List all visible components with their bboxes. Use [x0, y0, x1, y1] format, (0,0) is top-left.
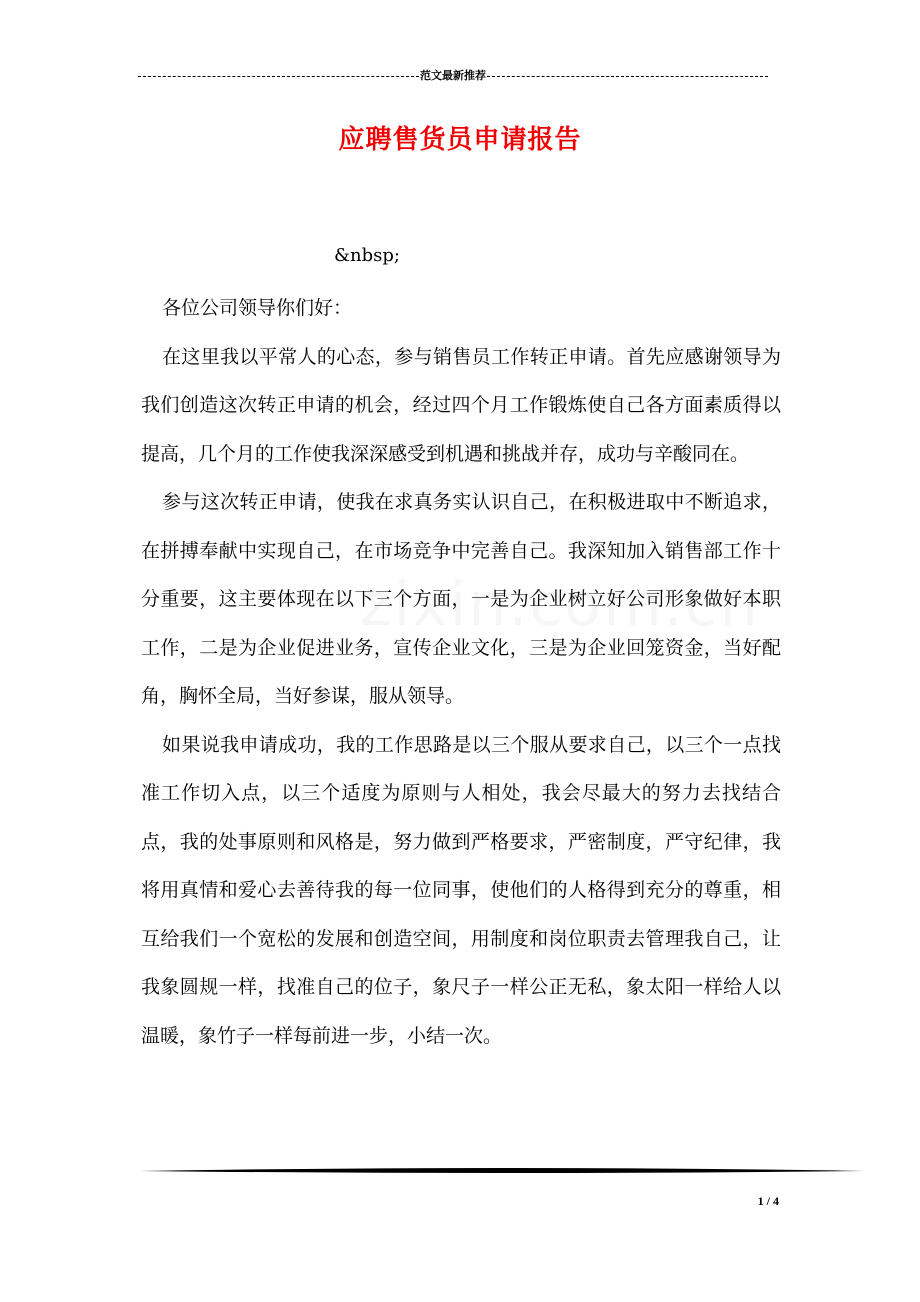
body-paragraph: 如果说我申请成功，我的工作思路是以三个服从要求自己，以三个一点找准工作切入点，以三个适度为原则与人相处，我会尽最大的努力去找结合点，我的处事原则和风格是，努力做到严格要求，严密制度，严守纪律，我将用真情和爱心去善待我的每一位同事，使他们的人格得到充分的尊重，相互给我们一个宽松的发展和创造空间，用制度和岗位职责去管理我自己，让我象圆规一样，找准自己的位子，象尺子一样公正无私，象太阳一样给人以温暖，象竹子一样每前进一步，小结一次。	[141, 733, 781, 1047]
document-body	[141, 284, 781, 1060]
body-paragraph: 参与这次转正申请，使我在求真务实认识自己，在积极进取中不断追求，在拼搏奉献中实现自己，在市场竞争中完善自己。我深知加入销售部工作十分重要，这主要体现在以下三个方面，一是为企业树立好公司形象做好本职工作，二是为企业促进业务，宣传企业文化，三是为企业回笼资金，当好配角，胸怀全局，当好参谋，服从领导。	[141, 491, 781, 707]
greeting-paragraph: 各位公司领导你们好：	[162, 297, 353, 319]
header-dashes-right	[487, 76, 768, 77]
header-dashes-left	[138, 76, 419, 77]
body-paragraph: 在这里我以平常人的心态，参与销售员工作转正申请。首先应感谢领导为我们创造这次转正申请的机会，经过四个月工作锻炼使自己各方面素质得以提高，几个月的工作使我深深感受到机遇和挑战并存，成功与辛酸同在。	[141, 345, 781, 465]
document-title: 应聘售货员申请报告	[338, 125, 582, 155]
page-header	[138, 68, 768, 84]
header-label: 范文最新推荐	[420, 69, 486, 82]
footer-rule	[140, 1165, 864, 1175]
stray-nbsp-text: &nbsp;	[334, 245, 400, 266]
page-number: 1 / 4	[757, 1194, 779, 1208]
